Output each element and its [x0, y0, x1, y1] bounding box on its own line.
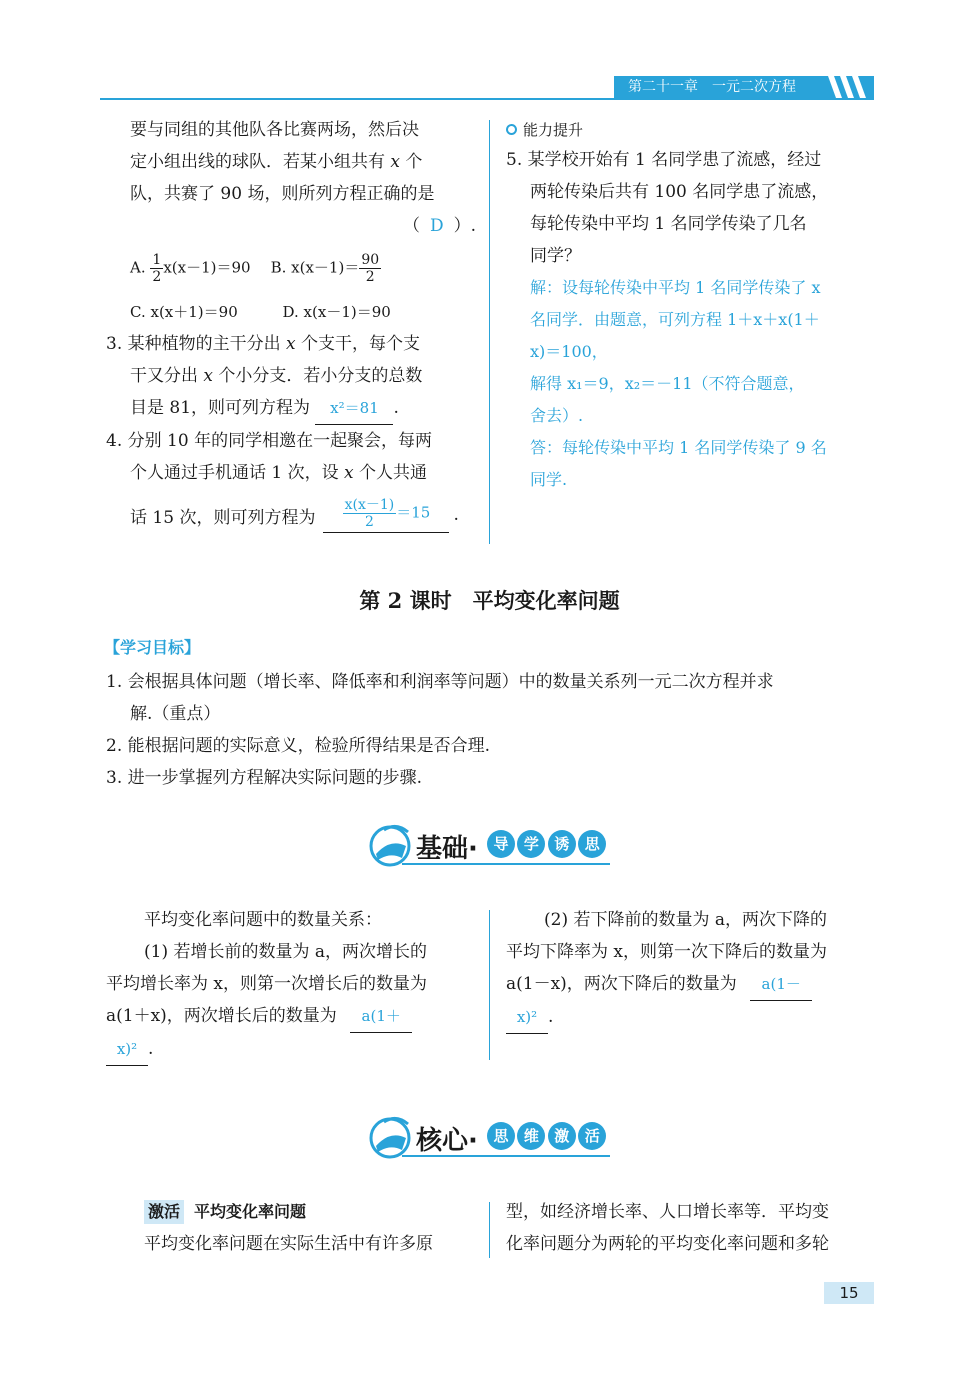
q2-line1: 要与同组的其他队各比赛两场，然后决: [130, 120, 419, 140]
q2-option-a[interactable]: A. $\frac{1}{2}$ x(x－1)＝90: [130, 251, 251, 285]
q4-line2: 个人通过手机通话 1 次，设 x 个人共通: [130, 463, 428, 483]
basics-right: [506, 904, 876, 1034]
q2-option-b[interactable]: B. x(x－1)＝ $\frac{90}{2}$: [270, 251, 380, 285]
page-number: 15: [824, 1282, 874, 1304]
right-column: [506, 114, 876, 496]
q4-line1: 4. 分别 10 年的同学相邀在一起聚会，每两: [106, 431, 433, 451]
ability-section-header: 能力提升: [506, 114, 876, 144]
left-column: [106, 114, 476, 541]
basics-left: [106, 904, 476, 1066]
column-divider-core: [489, 1202, 490, 1258]
answer-line2: 同学.: [530, 470, 568, 489]
core-r2: 化率问题分为两轮的平均变化率问题和多轮: [506, 1234, 829, 1254]
goal-2: 2. 能根据问题的实际意义，检验所得结果是否合理.: [106, 736, 491, 756]
banner2-pill-1: 思: [487, 1122, 515, 1150]
goal-1-line1: 1. 会根据具体问题（增长率、降低率和利润率等问题）中的数量关系列一元二次方程并求: [106, 672, 774, 692]
basics-l4: a(1＋x)，两次增长后的数量为 a(1＋: [106, 1000, 476, 1033]
q2-answer-line: （ D ）.: [402, 216, 476, 236]
q5-line1: 5. 某学校开始有 1 名同学患了流感，经过: [506, 150, 822, 170]
q2-options-ab: [106, 242, 476, 294]
core-banner: [366, 1110, 616, 1164]
q3-line2: 干又分出 x 个小分支．若小分支的总数: [130, 366, 423, 386]
core-r1: 型，如经济增长率、人口增长率等．平均变: [506, 1202, 829, 1222]
banner1-pill-3: 诱: [548, 830, 576, 858]
q5-line4: 同学？: [530, 246, 581, 266]
goals-label: 【学习目标】: [104, 638, 201, 657]
q3-line3: 目是 81，则可列方程为 x²＝81 .: [106, 392, 476, 425]
basics-banner: [366, 818, 616, 872]
column-divider-top: [489, 120, 490, 544]
core-tag: 激活: [144, 1200, 184, 1224]
circle-bullet-icon: [506, 124, 517, 135]
q2-option-d[interactable]: D. x(x－1)＝90: [282, 303, 391, 321]
basics-r1: (2) 若下降前的数量为 a，两次下降的: [544, 910, 828, 930]
q2-options-cd: [106, 296, 476, 328]
chapter-header: [614, 76, 874, 98]
banner2-pill-3: 激: [548, 1122, 576, 1150]
q2-option-c[interactable]: C. x(x＋1)＝90: [130, 303, 238, 321]
lesson-title: 第 2 课时 平均变化率问题: [359, 588, 620, 613]
goal-1-line2: 解.（重点）: [130, 704, 221, 724]
core-heading: 平均变化率问题: [194, 1202, 307, 1221]
core-l1: 平均变化率问题在实际生活中有许多原: [144, 1234, 433, 1254]
basics-r3: a(1－x)，两次下降后的数量为 a(1－: [506, 968, 876, 1001]
q3-line1: 3. 某种植物的主干分出 x 个支干，每个支: [106, 334, 421, 354]
solution-line2: 名同学．由题意，可列方程 1＋x＋x(1＋: [530, 310, 820, 329]
goals-list: [106, 666, 878, 794]
q3-answer: x²＝81: [315, 392, 393, 425]
solution-line3: x)＝100，: [530, 342, 608, 361]
solution-line4: 解得 x₁＝9，x₂＝－11（不符合题意，: [530, 374, 805, 393]
banner1-pill-4: 思: [578, 830, 606, 858]
basics-l1: 平均变化率问题中的数量关系：: [144, 910, 382, 930]
banner2-pill-2: 维: [517, 1122, 545, 1150]
banner1-pill-1: 导: [487, 830, 515, 858]
q2-line3: 队，共赛了 90 场，则所列方程正确的是: [130, 184, 435, 204]
solution-line5: 舍去）.: [530, 406, 584, 425]
core-banner-title: 核心·: [416, 1126, 478, 1156]
basics-r2: 平均下降率为 x，则第一次下降后的数量为: [506, 942, 827, 962]
banner2-pill-4: 活: [578, 1122, 606, 1150]
core-left: [106, 1196, 476, 1260]
basics-l5: x)² .: [106, 1033, 476, 1066]
basics-l3: 平均增长率为 x，则第一次增长后的数量为: [106, 974, 427, 994]
q5-line2: 两轮传染后共有 100 名同学患了流感，: [530, 182, 829, 202]
q5-line3: 每轮传染中平均 1 名同学传染了几名: [530, 214, 807, 234]
basics-r-answer-part2: x)²: [506, 1001, 548, 1034]
core-heading-line: [106, 1196, 476, 1228]
basics-answer-part1: a(1＋: [350, 1000, 412, 1033]
goal-3: 3. 进一步掌握列方程解决实际问题的步骤.: [106, 768, 423, 788]
q2-line2: 定小组出线的球队．若某小组共有 x 个: [130, 152, 423, 172]
banner1-pill-2: 学: [517, 830, 545, 858]
q2-answer: D: [429, 216, 444, 236]
basics-r4: x)² .: [506, 1001, 876, 1034]
chapter-title: 第二十一章 一元二次方程: [628, 79, 796, 95]
q4-line3: 话 15 次，则可列方程为 $\frac{x(x-1)}{2}$ ＝15 .: [106, 489, 476, 541]
solution-line1: 解：设每轮传染中平均 1 名同学传染了 x: [530, 278, 821, 297]
q4-answer: $\frac{x(x-1)}{2}$ ＝15: [323, 497, 449, 533]
basics-l2: (1) 若增长前的数量为 a，两次增长的: [144, 942, 428, 962]
core-right: [506, 1196, 876, 1260]
stripes-decoration-icon: [824, 76, 874, 98]
column-divider-basics: [489, 910, 490, 1060]
header-rule: [100, 98, 874, 100]
basics-r-answer-part1: a(1－: [750, 968, 812, 1001]
basics-answer-part2: x)²: [106, 1033, 148, 1066]
answer-line1: 答：每轮传染中平均 1 名同学传染了 9 名: [530, 438, 827, 457]
basics-banner-title: 基础·: [416, 834, 478, 864]
